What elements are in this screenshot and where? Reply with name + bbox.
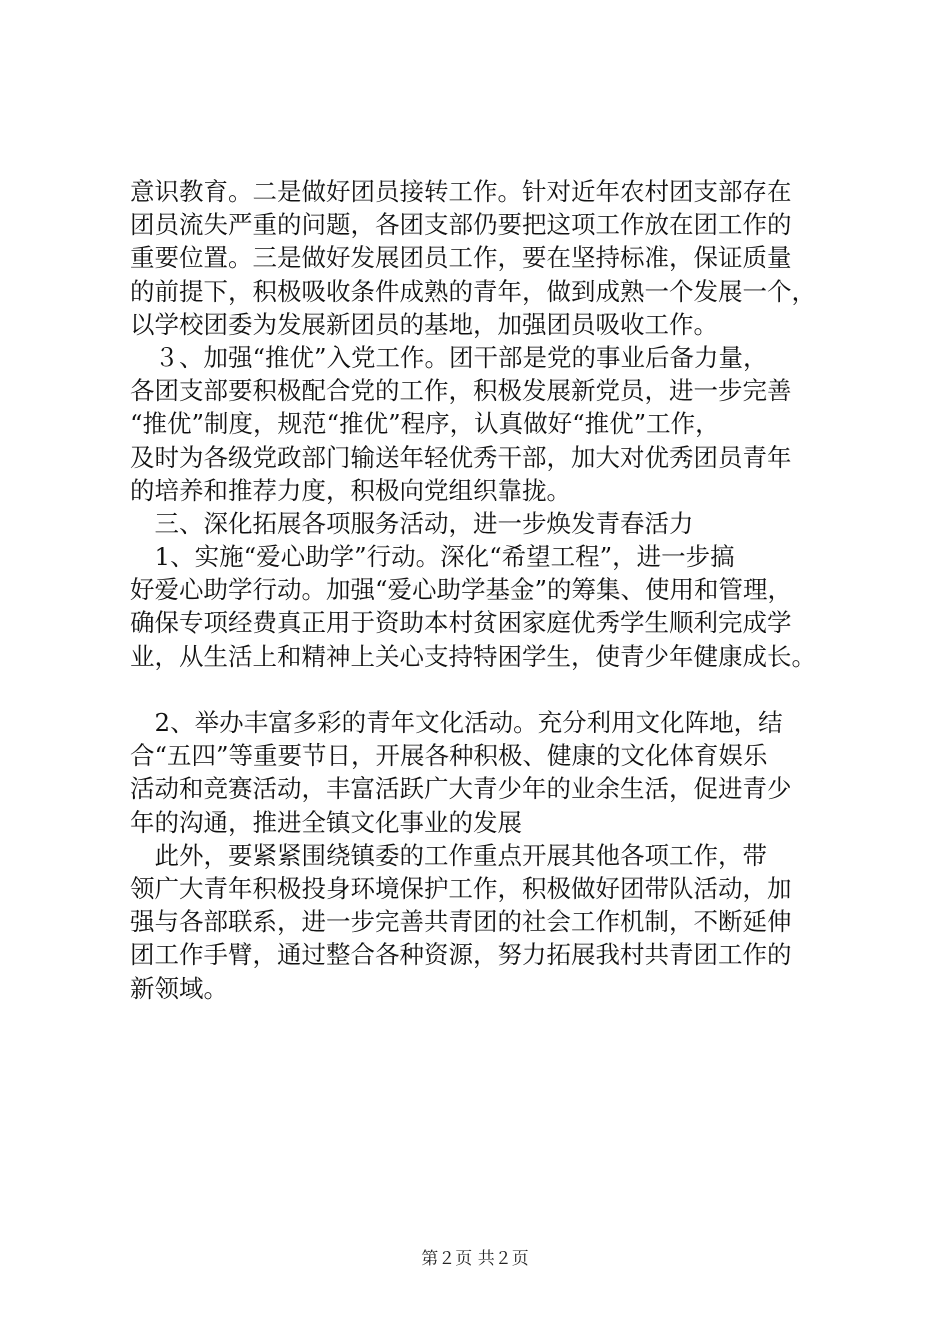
text-line: 意识教育。二是做好团员接转工作。针对近年农村团支部存在 xyxy=(130,177,792,206)
text-line: 业，从生活上和精神上关心支持特困学生，使青少年健康成长。 xyxy=(130,641,816,671)
text-line: ３、加强“推优”入党工作。团干部是党的事业后备力量， xyxy=(130,342,768,372)
page-number: 第２页 共２页 xyxy=(421,1249,529,1269)
text-line: 以学校团委为发展新团员的基地，加强团员吸收工作。 xyxy=(130,309,718,339)
text-line: 此外，要紧紧围绕镇委的工作重点开展其他各项工作，带 xyxy=(130,840,767,870)
text-line: 1、实施“爱心助学”行动。深化“希望工程”，进一步搞 xyxy=(130,542,735,572)
text-line: 团员流失严重的问题，各团支部仍要把这项工作放在团工作的 xyxy=(130,210,792,240)
text-line: 及时为各级党政部门输送年轻优秀干部，加大对优秀团员青年 xyxy=(130,442,792,472)
text-line: 各团支部要积极配合党的工作，积极发展新党员，进一步完善 xyxy=(130,376,792,406)
text-line: 的培养和推荐力度，积极向党组织靠拢。 xyxy=(130,475,571,505)
section-heading: 三、深化拓展各项服务活动，进一步焕发青春活力 xyxy=(130,508,694,538)
text-line: 合“五四”等重要节日，开展各种积极、健康的文化体育娱乐 xyxy=(130,741,768,771)
text-line: 好爱心助学行动。加强“爱心助学基金”的筹集、使用和管理， xyxy=(130,575,793,605)
text-line: 团工作手臂，通过整合各种资源，努力拓展我村共青团工作的 xyxy=(130,940,792,970)
text-line: 重要位置。三是做好发展团员工作，要在坚持标准，保证质量 xyxy=(130,243,792,273)
text-line: 强与各部联系，进一步完善共青团的社会工作机制，不断延伸 xyxy=(130,907,792,937)
text-line: 确保专项经费真正用于资助本村贫困家庭优秀学生顺利完成学 xyxy=(130,608,792,638)
page-footer xyxy=(0,1244,950,1269)
document-body xyxy=(130,175,850,1005)
text-line: “推优”制度，规范“推优”程序，认真做好“推优”工作， xyxy=(130,409,720,439)
text-line: 新领域。 xyxy=(130,973,228,1003)
text-line: 领广大青年积极投身环境保护工作，积极做好团带队活动，加 xyxy=(130,873,792,903)
text-line: 年的沟通，推进全镇文化事业的发展 xyxy=(130,807,522,837)
text-line: 活动和竞赛活动，丰富活跃广大青少年的业余生活，促进青少 xyxy=(130,774,792,804)
blank-line xyxy=(130,673,850,706)
text-line: 2、举办丰富多彩的青年文化活动。充分利用文化阵地，结 xyxy=(130,708,783,737)
text-line: 的前提下，积极吸收条件成熟的青年，做到成熟一个发展一个， xyxy=(130,276,816,306)
